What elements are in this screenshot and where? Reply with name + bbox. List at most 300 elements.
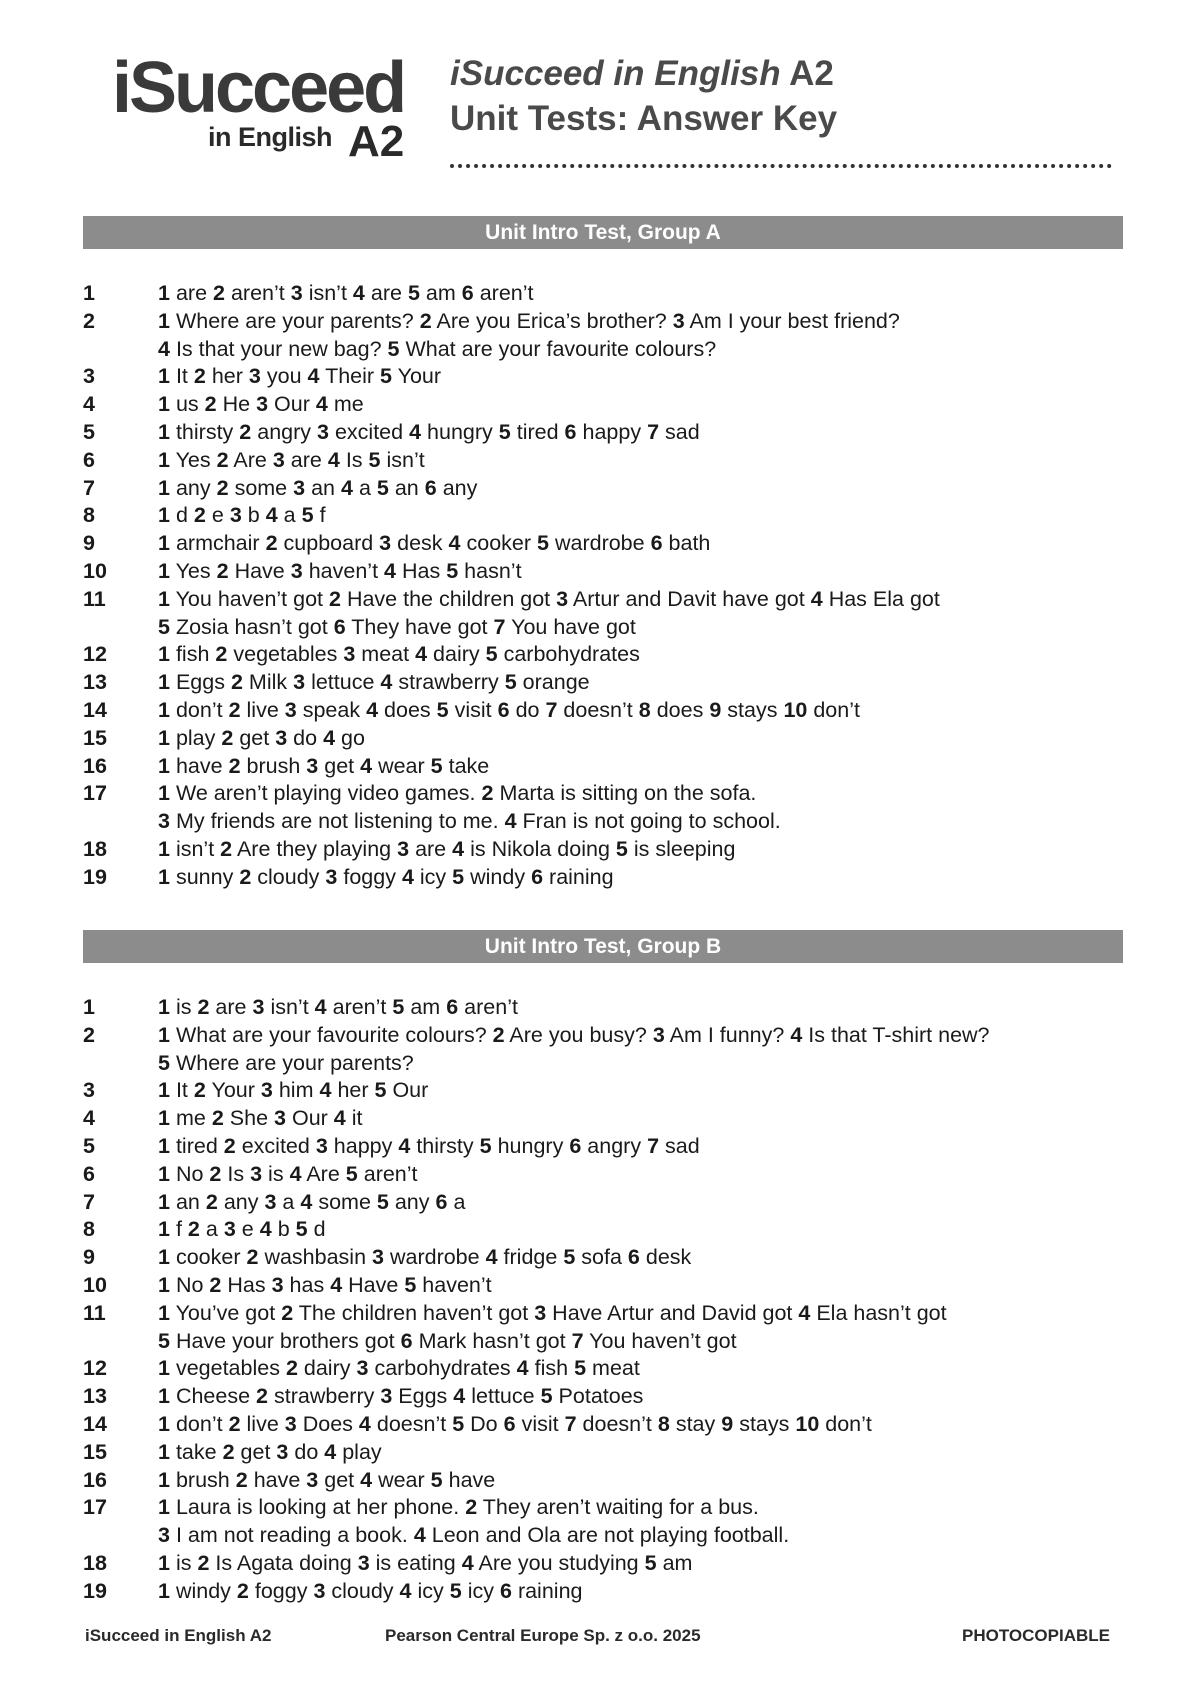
- footer-left: iSucceed in English A2: [85, 1626, 272, 1645]
- item-number: 5: [374, 1078, 387, 1103]
- item-number: 4: [289, 1161, 302, 1186]
- item-answer: a: [283, 503, 296, 528]
- item-number: 3: [372, 1245, 384, 1270]
- item-number: 1: [158, 419, 170, 444]
- item-answer: don’t: [175, 697, 223, 722]
- item-number: 6: [497, 697, 510, 722]
- item-answer: excited: [241, 1133, 310, 1158]
- item-answer: any: [394, 1189, 430, 1214]
- answer-row: [83, 697, 1143, 725]
- item-number: 7: [564, 1411, 577, 1436]
- item-number: 3: [158, 1523, 170, 1548]
- item-number: 5: [574, 1356, 587, 1381]
- answer-text: [158, 1272, 492, 1300]
- item-answer: What are your favourite colours?: [175, 1022, 487, 1047]
- question-number: 7: [83, 1189, 95, 1214]
- answer-text: [158, 1328, 737, 1356]
- question-number: 19: [83, 1578, 107, 1603]
- item-number: 4: [415, 642, 428, 667]
- item-number: 5: [537, 531, 549, 556]
- item-answer: Our: [274, 392, 310, 417]
- item-answer: him: [278, 1078, 314, 1103]
- item-number: 3: [325, 864, 338, 889]
- item-number: 3: [260, 1078, 273, 1103]
- item-number: 4: [461, 1550, 474, 1575]
- item-number: 2: [223, 1133, 236, 1158]
- question-number: 1: [83, 281, 95, 305]
- question-number: 13: [83, 1384, 107, 1409]
- item-answer: her: [211, 364, 243, 389]
- item-number: 1: [158, 1300, 170, 1325]
- item-answer: b: [247, 503, 260, 528]
- item-number: 10: [783, 697, 808, 722]
- item-answer: Is Agata doing: [215, 1550, 352, 1575]
- item-answer: do: [294, 1439, 319, 1464]
- question-number: 6: [83, 1161, 95, 1186]
- item-answer: don’t: [825, 1411, 872, 1436]
- item-answer: it: [351, 1106, 363, 1131]
- answer-row: [83, 419, 1143, 447]
- item-number: 1: [158, 697, 170, 722]
- question-number: 4: [83, 1106, 95, 1131]
- item-number: 2: [492, 1022, 505, 1047]
- item-number: 2: [481, 781, 494, 806]
- item-answer: isn’t: [270, 995, 309, 1019]
- answer-text: [158, 1300, 947, 1328]
- item-answer: get: [324, 1467, 355, 1492]
- item-number: 6: [503, 1411, 516, 1436]
- item-number: 2: [209, 1272, 222, 1297]
- logo-main: iSucceed: [112, 48, 405, 128]
- item-answer: happy: [582, 419, 642, 444]
- item-number: 3: [556, 586, 569, 611]
- item-number: 3: [290, 281, 303, 305]
- item-answer: happy: [333, 1133, 393, 1158]
- item-answer: carbohydrates: [374, 1356, 511, 1381]
- item-answer: icy: [419, 864, 447, 889]
- item-answer: lettuce: [311, 670, 375, 695]
- question-number: 3: [83, 364, 95, 389]
- item-number: 2: [228, 753, 241, 778]
- item-number: 2: [221, 725, 234, 750]
- item-number: 2: [216, 558, 229, 583]
- item-answer: an: [175, 1189, 200, 1214]
- item-answer: Ela hasn’t got: [816, 1300, 947, 1325]
- item-answer: have: [253, 1467, 301, 1492]
- item-answer: orange: [522, 670, 590, 695]
- item-number: 1: [158, 392, 170, 417]
- question-number: 5: [83, 419, 95, 444]
- item-answer: live: [246, 1411, 279, 1436]
- item-number: 2: [209, 1161, 222, 1186]
- item-number: 4: [401, 864, 414, 889]
- item-number: 2: [239, 864, 252, 889]
- answer-text: [158, 1355, 640, 1383]
- item-answer: It: [175, 364, 188, 389]
- item-number: 4: [330, 1272, 343, 1297]
- item-answer: lettuce: [471, 1384, 535, 1409]
- item-answer: do: [515, 697, 540, 722]
- item-number: 3: [272, 447, 285, 472]
- item-number: 1: [158, 995, 170, 1019]
- item-answer: f: [175, 1217, 182, 1242]
- item-answer: No: [175, 1272, 204, 1297]
- answer-row: [83, 994, 1143, 1022]
- item-number: 4: [360, 1467, 373, 1492]
- item-number: 3: [256, 392, 269, 417]
- item-number: 4: [327, 447, 340, 472]
- item-answer: cooker: [466, 531, 532, 556]
- answer-text: [158, 530, 710, 558]
- item-number: 3: [223, 1217, 236, 1242]
- item-number: 5: [376, 1189, 389, 1214]
- item-answer: stays: [727, 697, 778, 722]
- answer-text: [158, 419, 700, 447]
- question-number: 11: [83, 1300, 106, 1325]
- question-number: 13: [83, 670, 107, 695]
- item-answer: You haven’t got: [175, 586, 324, 611]
- item-number: 5: [380, 364, 393, 389]
- item-number: 5: [158, 614, 170, 639]
- item-answer: cloudy: [257, 864, 320, 889]
- item-number: 5: [387, 336, 400, 361]
- item-number: 5: [407, 281, 420, 305]
- item-answer: icy: [417, 1578, 444, 1603]
- answer-row: [83, 1550, 1143, 1578]
- item-number: 4: [798, 1300, 811, 1325]
- item-number: 5: [498, 419, 511, 444]
- item-answer: foggy: [254, 1578, 308, 1603]
- answer-text: [158, 586, 940, 614]
- item-number: 9: [721, 1411, 734, 1436]
- item-number: 4: [314, 995, 327, 1019]
- item-answer: You’ve got: [175, 1300, 276, 1325]
- item-answer: doesn’t: [376, 1411, 447, 1436]
- item-number: 3: [652, 1022, 665, 1047]
- item-answer: Zosia hasn’t got: [175, 614, 328, 639]
- question-number: 12: [83, 1356, 107, 1381]
- item-answer: Does: [302, 1411, 353, 1436]
- question-number: 7: [83, 475, 95, 500]
- item-answer: windy: [470, 864, 526, 889]
- item-number: 1: [158, 642, 170, 667]
- title-level: A2: [780, 54, 834, 93]
- item-number: 7: [545, 697, 558, 722]
- answers-group-a: [83, 280, 1143, 892]
- item-number: 3: [284, 697, 297, 722]
- item-answer: are: [370, 281, 402, 305]
- item-answer: tired: [175, 1133, 218, 1158]
- question-number: 16: [83, 1467, 107, 1492]
- item-number: 2: [187, 1217, 200, 1242]
- item-number: 2: [205, 1189, 218, 1214]
- answer-text: [158, 614, 636, 642]
- item-number: 1: [158, 1161, 170, 1186]
- item-answer: have: [448, 1467, 496, 1492]
- item-answer: Potatoes: [558, 1384, 644, 1409]
- item-answer: d: [313, 1217, 326, 1242]
- item-number: 2: [230, 670, 243, 695]
- item-answer: Has: [227, 1272, 266, 1297]
- item-number: 1: [158, 725, 170, 750]
- item-answer: fish: [175, 642, 210, 667]
- item-answer: is eating: [375, 1550, 456, 1575]
- question-number: 12: [83, 642, 107, 667]
- item-number: 1: [158, 503, 170, 528]
- answer-text: [158, 1022, 990, 1050]
- item-answer: e: [241, 1217, 254, 1242]
- answer-row: [83, 669, 1143, 697]
- item-number: 4: [358, 1411, 371, 1436]
- answer-row: [83, 1578, 1143, 1606]
- footer: [85, 1626, 1110, 1650]
- item-number: 5: [452, 1411, 465, 1436]
- item-number: 1: [158, 308, 170, 333]
- item-answer: hungry: [427, 419, 493, 444]
- item-number: 1: [158, 1078, 170, 1103]
- item-number: 5: [452, 864, 465, 889]
- answer-row: [83, 391, 1143, 419]
- question-number: 3: [83, 1078, 95, 1103]
- item-answer: Are: [233, 447, 267, 472]
- item-number: 3: [356, 1356, 369, 1381]
- item-answer: foggy: [343, 864, 396, 889]
- item-answer: hungry: [497, 1133, 564, 1158]
- answer-text: [158, 1050, 414, 1078]
- item-number: 5: [644, 1550, 657, 1575]
- item-answer: Where are your parents?: [175, 1050, 414, 1075]
- answer-text: [158, 1411, 872, 1439]
- answer-row: [83, 530, 1143, 558]
- answer-row: [83, 502, 1143, 530]
- item-answer: Marta is sitting on the sofa.: [499, 781, 757, 806]
- item-answer: are: [290, 447, 322, 472]
- question-number: 16: [83, 753, 107, 778]
- item-answer: me: [175, 1106, 206, 1131]
- item-answer: Have: [234, 558, 285, 583]
- answer-text: [158, 864, 614, 892]
- item-number: 3: [290, 558, 303, 583]
- item-number: 1: [158, 1133, 170, 1158]
- question-number: 18: [83, 1550, 107, 1575]
- question-number: 15: [83, 1439, 107, 1464]
- answer-text: [158, 780, 756, 808]
- item-answer: meat: [592, 1356, 640, 1381]
- item-number: 7: [571, 1328, 584, 1353]
- item-answer: We aren’t playing video games.: [175, 781, 476, 806]
- item-number: 4: [384, 558, 397, 583]
- answers-group-b: [83, 994, 1143, 1606]
- item-answer: isn’t: [386, 447, 425, 472]
- item-number: 4: [352, 281, 365, 305]
- question-number: 15: [83, 725, 107, 750]
- question-number: 11: [83, 586, 106, 611]
- answer-text: [158, 1216, 326, 1244]
- item-number: 2: [211, 1106, 224, 1131]
- answer-row: [83, 1494, 1143, 1522]
- answer-row: [83, 1244, 1143, 1272]
- answer-row: [83, 280, 1143, 308]
- question-number: 1: [83, 995, 95, 1019]
- item-number: 6: [627, 1245, 640, 1270]
- item-answer: wardrobe: [389, 1245, 480, 1270]
- item-answer: isn’t: [175, 836, 215, 861]
- answer-text: [158, 1161, 418, 1189]
- item-answer: me: [333, 392, 364, 417]
- item-answer: some: [234, 475, 288, 500]
- item-answer: Am I funny?: [669, 1022, 785, 1047]
- item-answer: Am I your best friend?: [689, 308, 900, 333]
- title-italic: iSucceed in English: [450, 54, 781, 93]
- item-answer: brush: [246, 753, 301, 778]
- answer-row: [83, 641, 1143, 669]
- item-number: 6: [650, 531, 663, 556]
- question-number: 18: [83, 836, 107, 861]
- item-number: 1: [158, 1384, 170, 1409]
- question-number: 9: [83, 531, 95, 556]
- item-number: 4: [307, 364, 320, 389]
- item-answer: cupboard: [283, 531, 374, 556]
- item-answer: fish: [534, 1356, 569, 1381]
- item-number: 3: [534, 1300, 547, 1325]
- item-answer: strawberry: [274, 1384, 375, 1409]
- item-number: 1: [158, 1022, 170, 1047]
- item-number: 2: [246, 1245, 259, 1270]
- item-answer: Are: [306, 1161, 340, 1186]
- item-answer: haven’t: [422, 1272, 492, 1297]
- item-number: 4: [399, 1578, 412, 1603]
- question-number: 5: [83, 1133, 95, 1158]
- item-answer: do: [293, 725, 318, 750]
- item-answer: is: [175, 1550, 192, 1575]
- item-number: 3: [271, 1272, 284, 1297]
- item-answer: wardrobe: [554, 531, 645, 556]
- item-answer: Milk: [248, 670, 288, 695]
- item-number: 2: [193, 1078, 206, 1103]
- answer-row: [83, 1077, 1143, 1105]
- item-answer: a: [358, 475, 371, 500]
- section-bar-group-a: Unit Intro Test, Group A: [83, 216, 1123, 249]
- item-answer: angry: [257, 419, 312, 444]
- question-number: 10: [83, 1272, 107, 1297]
- item-answer: brush: [175, 1467, 230, 1492]
- item-answer: Is: [345, 447, 363, 472]
- item-number: 3: [293, 475, 306, 500]
- item-number: 2: [220, 836, 233, 861]
- item-answer: Your: [211, 1078, 255, 1103]
- question-number: 6: [83, 447, 95, 472]
- item-number: 4: [453, 1384, 466, 1409]
- item-number: 1: [158, 364, 170, 389]
- answer-text: [158, 1189, 465, 1217]
- answer-text: [158, 1578, 582, 1606]
- item-number: 4: [360, 753, 373, 778]
- item-answer: go: [341, 725, 365, 750]
- item-number: 3: [248, 364, 261, 389]
- item-number: 3: [672, 308, 685, 333]
- item-number: 6: [333, 614, 346, 639]
- item-number: 1: [158, 781, 170, 806]
- item-answer: aren’t: [363, 1161, 418, 1186]
- item-number: 5: [430, 1467, 443, 1492]
- item-answer: Are you Erica’s brother?: [436, 308, 667, 333]
- item-answer: angry: [587, 1133, 642, 1158]
- item-answer: get: [240, 1439, 271, 1464]
- item-answer: visit: [454, 697, 492, 722]
- item-answer: you: [266, 364, 302, 389]
- answer-row: [83, 1216, 1143, 1244]
- answer-row: [83, 1439, 1143, 1467]
- question-number: 19: [83, 864, 107, 889]
- item-number: 6: [446, 995, 459, 1019]
- item-number: 5: [479, 1133, 492, 1158]
- item-number: 1: [158, 1495, 170, 1520]
- item-answer: stay: [675, 1411, 716, 1436]
- item-number: 4: [448, 531, 461, 556]
- answer-text: [158, 308, 900, 336]
- answer-text: [158, 336, 716, 364]
- item-number: 2: [228, 697, 241, 722]
- answer-row: [83, 308, 1143, 336]
- footer-center: Pearson Central Europe Sp. z o.o. 2025: [385, 1626, 701, 1645]
- item-number: 6: [499, 1578, 512, 1603]
- item-number: 3: [264, 1189, 277, 1214]
- answer-text: [158, 447, 425, 475]
- item-number: 10: [795, 1411, 820, 1436]
- item-answer: What are your favourite colours?: [405, 336, 717, 361]
- item-answer: play: [175, 725, 216, 750]
- answer-row: [83, 1328, 1143, 1356]
- item-number: 2: [329, 586, 341, 611]
- item-number: 2: [197, 995, 210, 1019]
- answer-text: [158, 753, 489, 781]
- item-number: 5: [368, 447, 381, 472]
- item-answer: some: [318, 1189, 371, 1214]
- item-number: 4: [366, 697, 379, 722]
- item-number: 3: [293, 670, 306, 695]
- item-answer: Mark hasn’t got: [418, 1328, 566, 1353]
- item-answer: They aren’t waiting for a bus.: [482, 1495, 759, 1520]
- item-number: 2: [197, 1550, 210, 1575]
- item-answer: am: [662, 1550, 693, 1575]
- item-answer: My friends are not listening to me.: [175, 809, 499, 834]
- answer-text: [158, 1244, 691, 1272]
- item-answer: thirsty: [175, 419, 234, 444]
- answer-row: [83, 725, 1143, 753]
- item-number: 4: [319, 1078, 332, 1103]
- item-number: 4: [398, 1133, 411, 1158]
- answer-text: [158, 1133, 700, 1161]
- item-number: 1: [158, 1550, 170, 1575]
- item-number: 5: [449, 1578, 462, 1603]
- item-number: 2: [419, 308, 432, 333]
- item-number: 4: [810, 586, 823, 611]
- item-answer: icy: [467, 1578, 494, 1603]
- item-answer: visit: [521, 1411, 559, 1436]
- item-answer: I am not reading a book.: [175, 1523, 408, 1548]
- answer-text: [158, 558, 522, 586]
- item-answer: sad: [665, 419, 700, 444]
- item-answer: aren’t: [464, 995, 518, 1019]
- item-answer: a: [205, 1217, 218, 1242]
- item-number: 1: [158, 531, 170, 556]
- item-number: 5: [615, 836, 628, 861]
- item-answer: haven’t: [308, 558, 379, 583]
- logo-level: A2: [348, 117, 405, 166]
- item-number: 8: [657, 1411, 670, 1436]
- item-answer: isn’t: [308, 281, 347, 305]
- item-answer: washbasin: [264, 1245, 367, 1270]
